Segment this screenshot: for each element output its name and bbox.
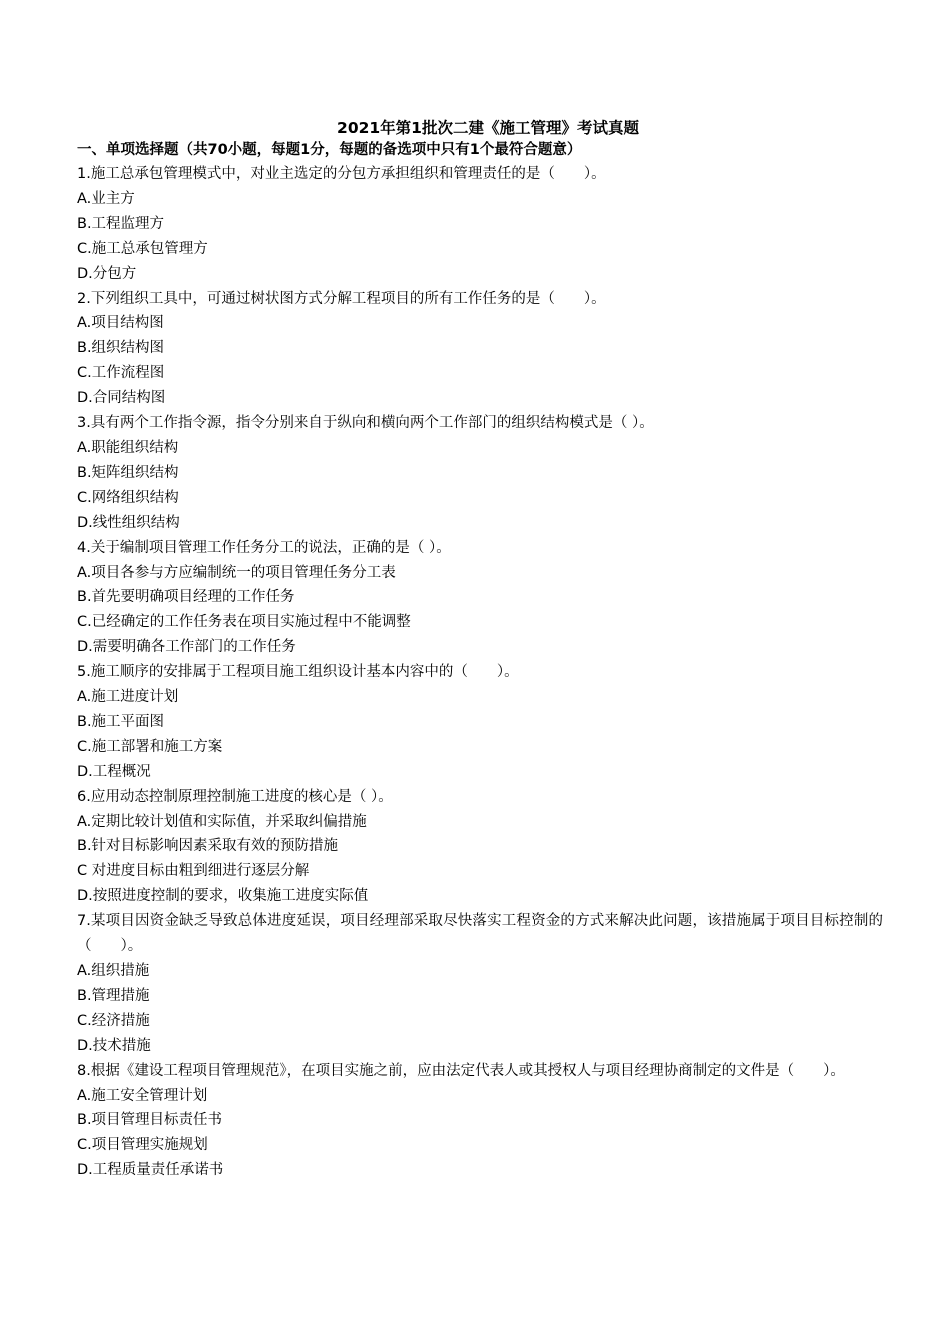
- question-1: [77, 162, 883, 287]
- option-b: B.组织结构图: [77, 340, 165, 357]
- question-stem: 7.某项目因资金缺乏导致总体进度延误，项目经理部采取尽快落实工程资金的方式来解决此问题，该措施属于项目目标控制的（ ）。: [77, 913, 883, 955]
- option-c: C.施工总承包管理方: [77, 240, 208, 257]
- option-a: A.项目各参与方应编制统一的项目管理任务分工表: [77, 564, 396, 581]
- option-b: B.针对目标影响因素采取有效的预防措施: [77, 838, 339, 855]
- option-d: D.需要明确各工作部门的工作任务: [77, 639, 296, 656]
- option-a: A.职能组织结构: [77, 439, 179, 456]
- option-c: C.经济措施: [77, 1012, 150, 1029]
- option-d: D.线性组织结构: [77, 514, 180, 531]
- option-b: B.矩阵组织结构: [77, 464, 179, 481]
- exam-page: [77, 117, 883, 1183]
- option-b: B.施工平面图: [77, 713, 165, 730]
- question-2: [77, 287, 883, 412]
- option-c: C.网络组织结构: [77, 489, 179, 506]
- option-d: D.技术措施: [77, 1037, 151, 1054]
- question-stem: 1.施工总承包管理模式中，对业主选定的分包方承担组织和管理责任的是（ ）。: [77, 166, 606, 182]
- question-stem: 5.施工顺序的安排属于工程项目施工组织设计基本内容中的（ ）。: [77, 664, 519, 681]
- question-6: [77, 785, 883, 910]
- option-b: B.项目管理目标责任书: [77, 1112, 223, 1129]
- option-a: A.施工安全管理计划: [77, 1087, 208, 1104]
- question-5: [77, 660, 883, 785]
- question-stem: 6.应用动态控制原理控制施工进度的核心是（ ）。: [77, 788, 393, 805]
- question-stem: 3.具有两个工作指令源，指令分别来自于纵向和横向两个工作部门的组织结构模式是（ ）。: [77, 415, 654, 432]
- question-8: [77, 1059, 883, 1184]
- question-3: [77, 411, 883, 536]
- option-d: D.工程质量责任承诺书: [77, 1162, 224, 1179]
- option-a: A.项目结构图: [77, 315, 164, 332]
- option-b: B.首先要明确项目经理的工作任务: [77, 589, 295, 606]
- question-stem: 4.关于编制项目管理工作任务分工的说法，正确的是（ ）。: [77, 539, 451, 556]
- question-7: [77, 909, 883, 1058]
- option-a: A.施工进度计划: [77, 689, 179, 706]
- option-d: D.工程概况: [77, 763, 151, 780]
- option-c: C.项目管理实施规划: [77, 1137, 208, 1154]
- option-c: C.施工部署和施工方案: [77, 738, 223, 755]
- question-stem: 8.根据《建设工程项目管理规范》，在项目实施之前，应由法定代表人或其授权人与项目经理协商制定的文件是（ ）。: [77, 1062, 845, 1079]
- option-d: D.合同结构图: [77, 390, 166, 407]
- option-a: A.组织措施: [77, 963, 150, 979]
- option-c: C.已经确定的工作任务表在项目实施过程中不能调整: [77, 614, 411, 631]
- option-d: D.按照进度控制的要求，收集施工进度实际值: [77, 888, 369, 905]
- option-d: D.分包方: [77, 265, 137, 282]
- option-a: A.业主方: [77, 190, 135, 207]
- option-c: C 对进度目标由粗到细进行逐层分解: [77, 863, 310, 880]
- question-stem: 2.下列组织工具中，可通过树状图方式分解工程项目的所有工作任务的是（ ）。: [77, 290, 606, 307]
- question-4: [77, 536, 883, 661]
- option-b: B.工程监理方: [77, 215, 165, 232]
- section-header: 一、单项选择题（共70小题，每题1分，每题的备选项中只有1个最符合题意）: [77, 142, 582, 158]
- option-c: C.工作流程图: [77, 365, 165, 382]
- option-b: B.管理措施: [77, 987, 150, 1004]
- option-a: A.定期比较计划值和实际值，并采取纠偏措施: [77, 813, 367, 830]
- document-title: 2021年第1批次二建《施工管理》考试真题: [337, 119, 639, 137]
